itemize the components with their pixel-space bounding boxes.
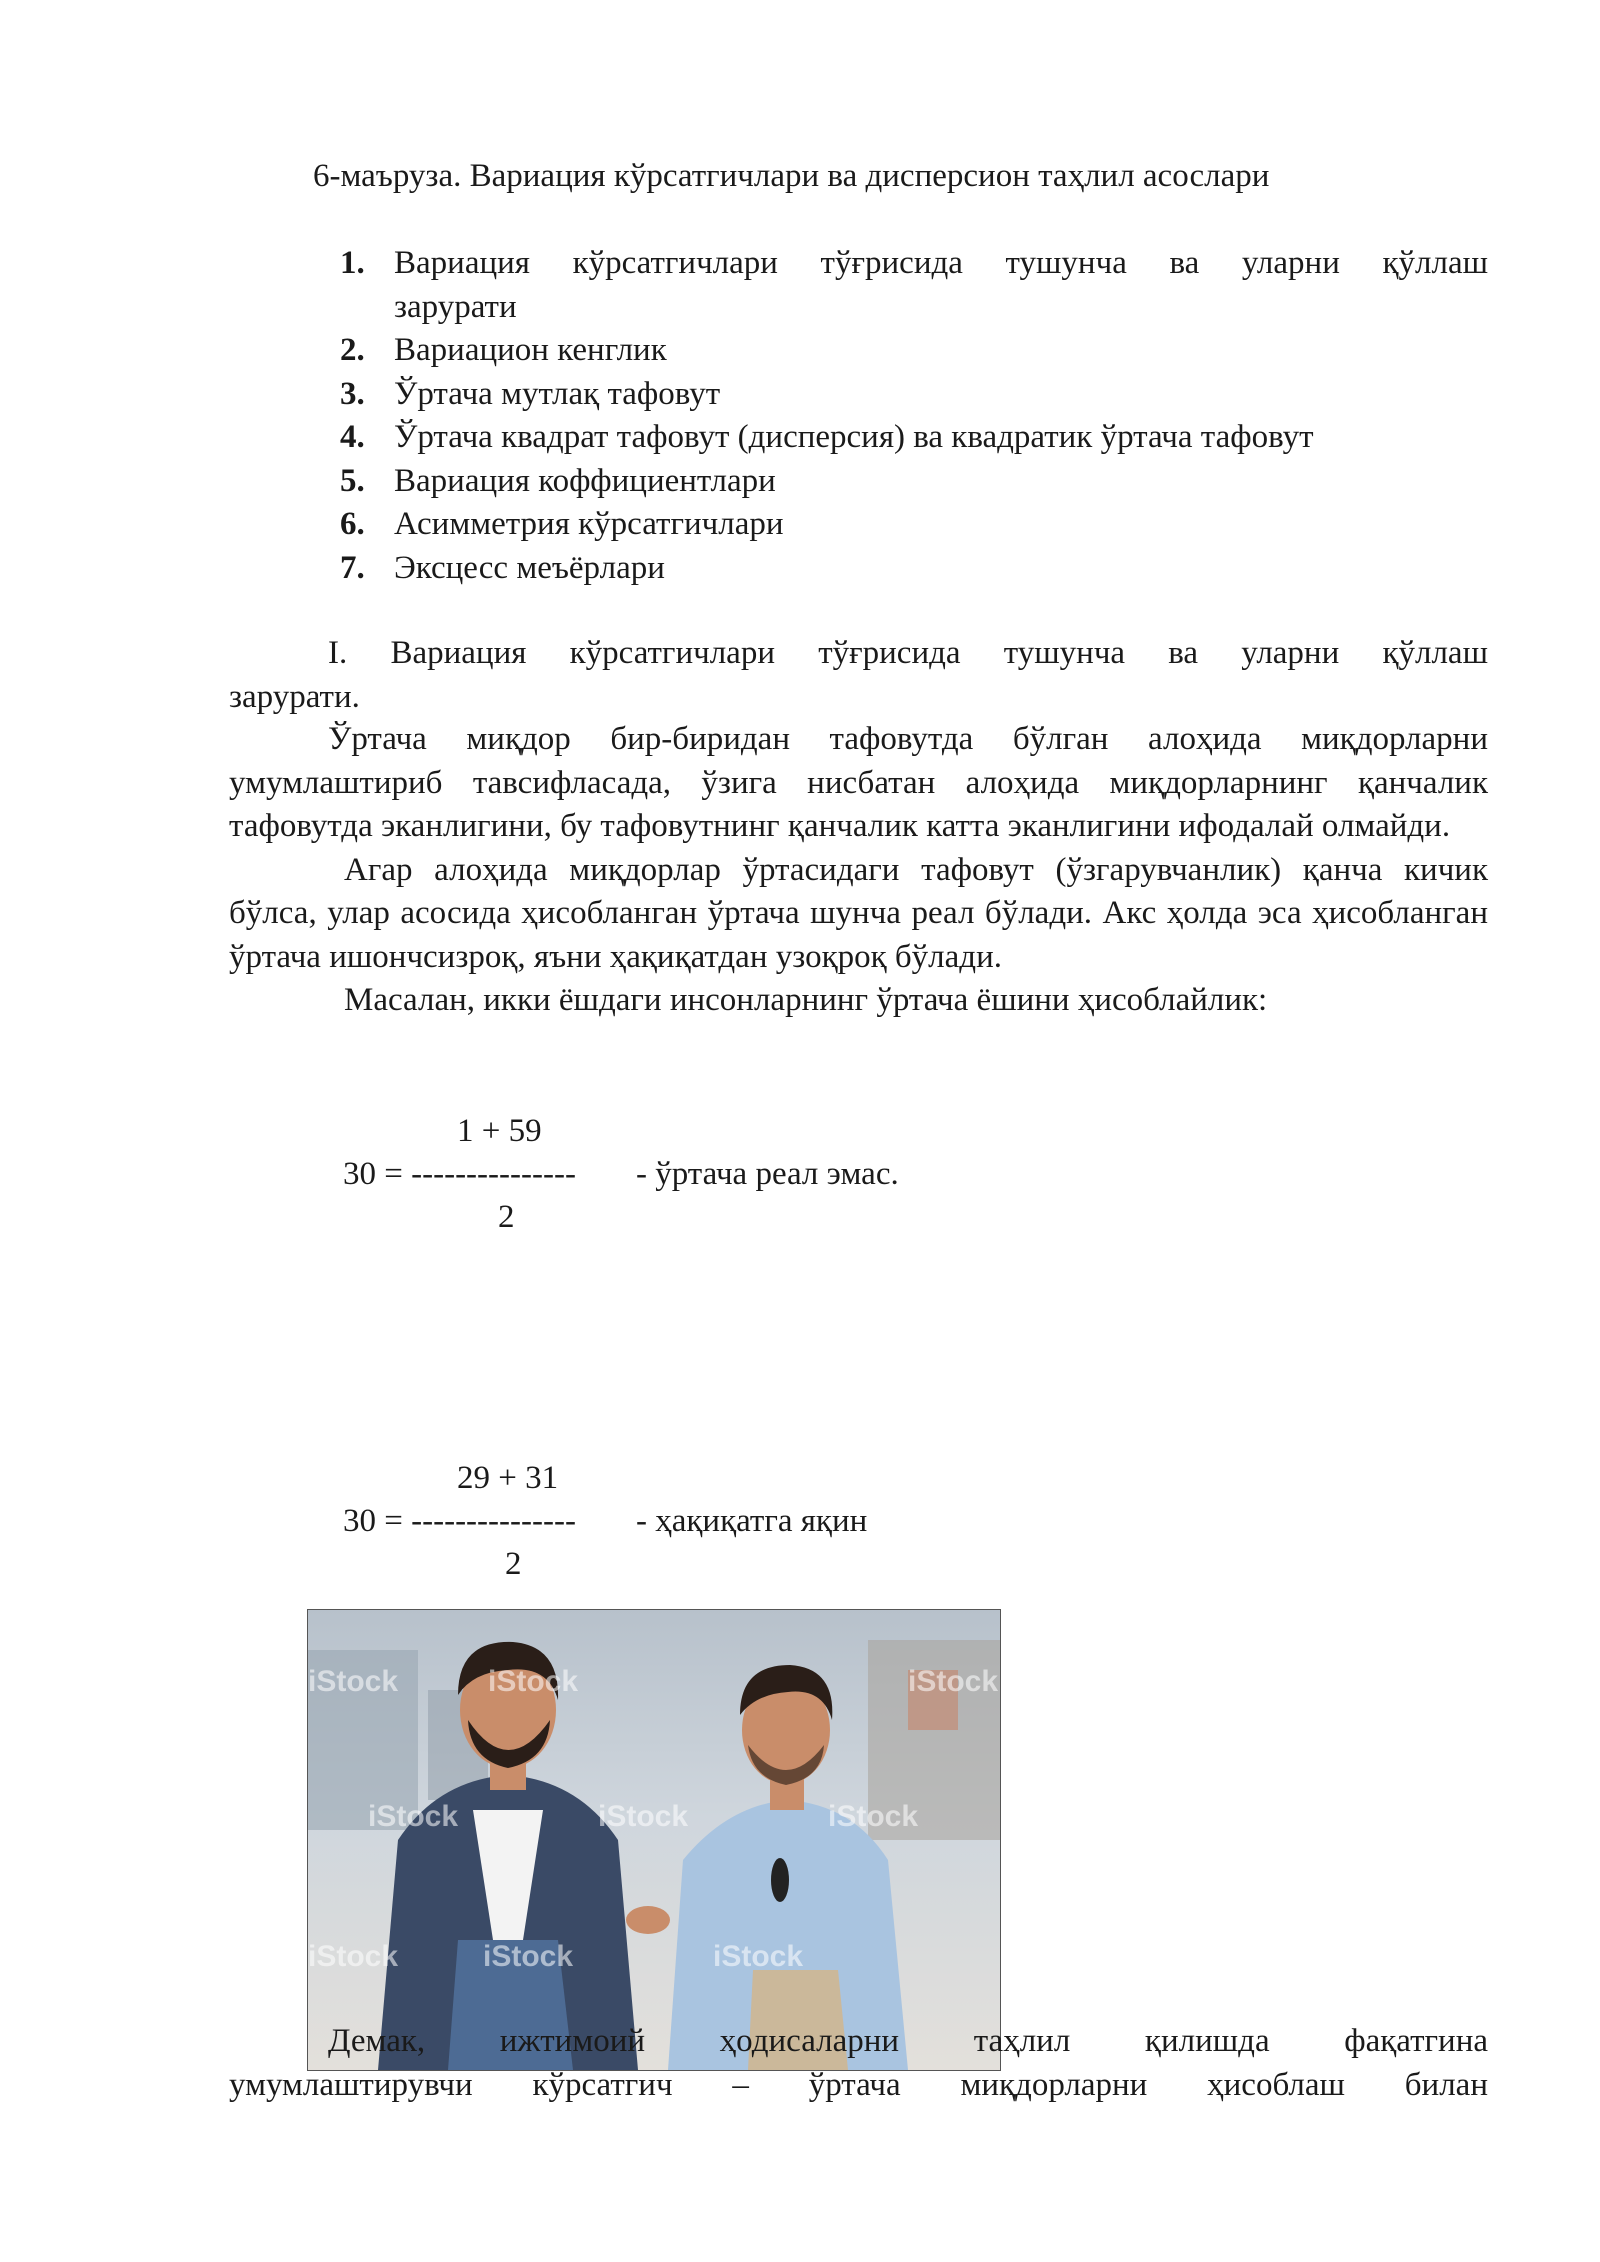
topic-text: Ўртача мутлақ тафовут bbox=[394, 375, 721, 412]
formula-lhs: 30 = --------------- bbox=[343, 1156, 576, 1192]
paragraph-3: Масалан, икки ёшдаги инсонларнинг ўртача ёшини ҳисоблайлик: bbox=[344, 982, 1268, 1018]
topic-number: 2. bbox=[340, 332, 365, 368]
topic-item-7 bbox=[340, 547, 1488, 591]
formula-comment: - ўртача реал эмас. bbox=[636, 1156, 899, 1192]
formula-lhs: 30 = --------------- bbox=[343, 1503, 576, 1539]
topic-text: Вариация кўрсатгичлари тўғрисида тушунча ва уларни қўллаш bbox=[394, 245, 1488, 281]
formula-numerator: 1 + 59 bbox=[457, 1113, 542, 1149]
topic-number: 4. bbox=[340, 419, 365, 455]
section-heading bbox=[229, 632, 1488, 719]
paragraph-1: Ўртача миқдор бир-биридан тафовутда бўлган алоҳида миқдорларни умумлаштириб тавсифласада, ўзига нисбатан алоҳида миқдорларнинг қанчалик тафовутда эканлигини, бу тафовутнинг қанчалик катта эканлигини ифодалай олмайди. bbox=[229, 721, 1488, 844]
topic-number: 7. bbox=[340, 549, 365, 586]
watermark: iStock bbox=[308, 1940, 399, 1973]
topic-text: Эксцесс меъёрлари bbox=[394, 549, 665, 586]
topic-text: Асимметрия кўрсатгичлари bbox=[394, 506, 784, 542]
topic-text: Вариация коффициентлари bbox=[394, 462, 776, 499]
topic-item-1 bbox=[340, 242, 1488, 329]
topic-number: 1. bbox=[340, 245, 365, 281]
watermark: iStock bbox=[828, 1800, 919, 1833]
body-text bbox=[229, 718, 1488, 1023]
topic-list bbox=[340, 242, 1488, 590]
topic-item-5 bbox=[340, 460, 1488, 504]
topic-number: 6. bbox=[340, 506, 365, 542]
closing-line2: умумлаштирувчи кўрсатгич – ўртача миқдорларни ҳисоблаш билан bbox=[229, 2066, 1488, 2103]
paragraph-2: Агар алоҳида миқдорлар ўртасидаги тафовут (ўзгарувчанлик) қанча кичик бўлса, улар асосида ҳисобланган ўртача шунча реал бўлади. Акс ҳолда эса ҳисобланган ўртача ишончсизроқ, яъни ҳақиқатдан узоқроқ бўлади. bbox=[229, 851, 1488, 975]
watermark: iStock bbox=[598, 1800, 689, 1833]
watermark: iStock bbox=[483, 1940, 574, 1973]
watermark: iStock bbox=[308, 1665, 399, 1698]
lecture-title: 6-маъруза. Вариация кўрсатгичлари ва дисперсион таҳлил асослари bbox=[313, 158, 1270, 194]
watermark: iStock bbox=[368, 1800, 459, 1833]
topic-item-6 bbox=[340, 503, 1488, 547]
photo-illustration bbox=[308, 1610, 1000, 2070]
topic-text: Вариацион кенглик bbox=[394, 332, 667, 368]
topic-item-2 bbox=[340, 329, 1488, 373]
stock-photo-two-men-walking bbox=[307, 1609, 1001, 2071]
formula-denominator: 2 bbox=[505, 1546, 522, 1582]
closing-text bbox=[229, 2020, 1488, 2107]
topic-text: Ўртача квадрат тафовут (дисперсия) ва квадратик ўртача тафовут bbox=[394, 419, 1314, 455]
formula-denominator: 2 bbox=[498, 1199, 515, 1235]
topic-text-continuation: зарурати bbox=[394, 288, 517, 325]
formula-numerator: 29 + 31 bbox=[457, 1460, 559, 1496]
watermark: iStock bbox=[713, 1940, 804, 1973]
formula-comment: - ҳақиқатга яқин bbox=[636, 1503, 868, 1539]
section-heading-line2: зарурати. bbox=[229, 678, 360, 715]
watermark: iStock bbox=[488, 1665, 579, 1698]
topic-number: 5. bbox=[340, 462, 365, 499]
watermark: iStock bbox=[908, 1665, 999, 1698]
topic-item-3 bbox=[340, 373, 1488, 417]
topic-item-4 bbox=[340, 416, 1488, 460]
topic-number: 3. bbox=[340, 375, 365, 412]
closing-line1: Демак, ижтимоий ҳодисаларни таҳлил қилишда фақатгина bbox=[328, 2023, 1488, 2059]
section-heading-line1: I. Вариация кўрсатгичлари тўғрисида тушунча ва уларни қўллаш bbox=[328, 635, 1488, 671]
